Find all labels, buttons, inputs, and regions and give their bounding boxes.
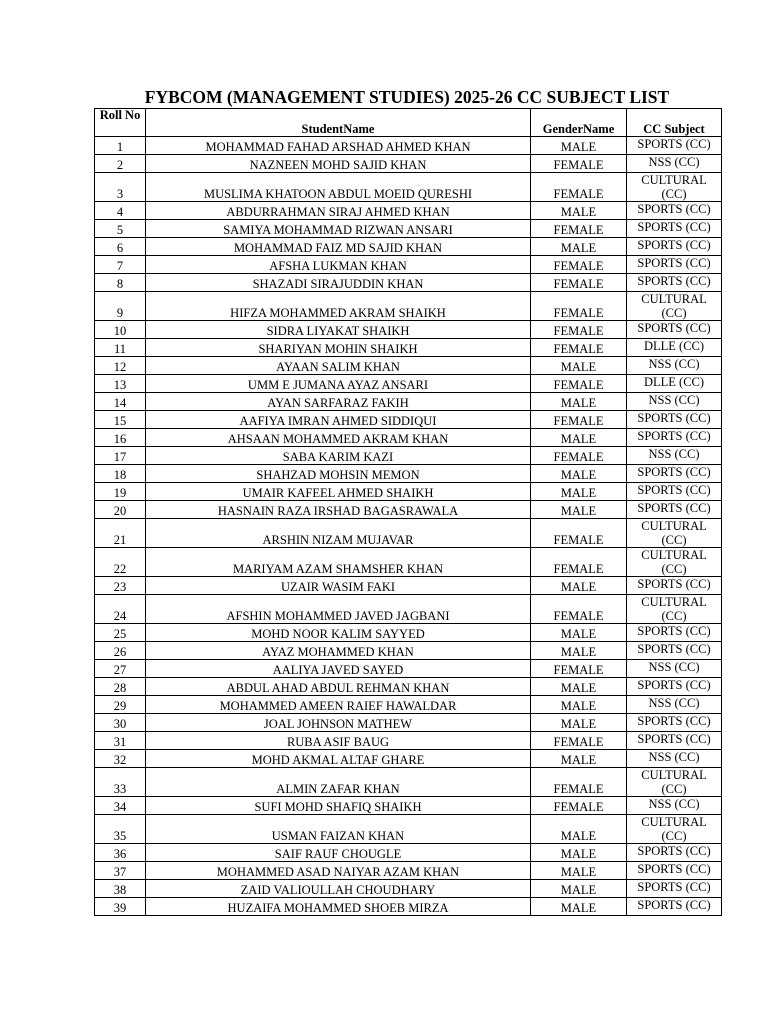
table-row — [95, 465, 722, 483]
cc-subject-cell: SPORTS (CC) — [627, 238, 722, 256]
cc-subject-cell: SPORTS (CC) — [627, 202, 722, 220]
gender-cell: MALE — [531, 750, 627, 768]
table-row — [95, 202, 722, 220]
gender-cell: MALE — [531, 238, 627, 256]
student-name-cell: HUZAIFA MOHAMMED SHOEB MIRZA — [146, 898, 531, 916]
table-row — [95, 501, 722, 519]
gender-cell: MALE — [531, 393, 627, 411]
gender-cell: MALE — [531, 844, 627, 862]
table-row — [95, 220, 722, 238]
roll-no-cell: 24 — [95, 595, 146, 624]
student-name-cell: ABDUL AHAD ABDUL REHMAN KHAN — [146, 678, 531, 696]
cc-subject-cell: CULTURAL (CC) — [627, 548, 722, 577]
cc-subject-cell: NSS (CC) — [627, 393, 722, 411]
roll-no-cell: 17 — [95, 447, 146, 465]
student-name-cell: AYAZ MOHAMMED KHAN — [146, 642, 531, 660]
header-roll-no: Roll No — [95, 109, 146, 137]
cc-subject-cell: CULTURAL (CC) — [627, 768, 722, 797]
table-row — [95, 862, 722, 880]
student-name-cell: HIFZA MOHAMMED AKRAM SHAIKH — [146, 292, 531, 321]
table-row — [95, 357, 722, 375]
roll-no-cell: 14 — [95, 393, 146, 411]
gender-cell: FEMALE — [531, 660, 627, 678]
gender-cell: FEMALE — [531, 732, 627, 750]
roll-no-cell: 5 — [95, 220, 146, 238]
table-body — [95, 137, 722, 916]
table-row — [95, 411, 722, 429]
cc-subject-cell: CULTURAL (CC) — [627, 815, 722, 844]
student-name-cell: JOAL JOHNSON MATHEW — [146, 714, 531, 732]
roll-no-cell: 38 — [95, 880, 146, 898]
roll-no-cell: 39 — [95, 898, 146, 916]
gender-cell: FEMALE — [531, 321, 627, 339]
student-name-cell: SAIF RAUF CHOUGLE — [146, 844, 531, 862]
roll-no-cell: 28 — [95, 678, 146, 696]
table-row — [95, 256, 722, 274]
cc-subject-cell: SPORTS (CC) — [627, 880, 722, 898]
student-name-cell: SHAHZAD MOHSIN MEMON — [146, 465, 531, 483]
gender-cell: MALE — [531, 202, 627, 220]
student-name-cell: ALMIN ZAFAR KHAN — [146, 768, 531, 797]
table-row — [95, 750, 722, 768]
roll-no-cell: 32 — [95, 750, 146, 768]
roll-no-cell: 36 — [95, 844, 146, 862]
student-name-cell: ABDURRAHMAN SIRAJ AHMED KHAN — [146, 202, 531, 220]
gender-cell: FEMALE — [531, 797, 627, 815]
table-row — [95, 880, 722, 898]
table-row — [95, 768, 722, 797]
roll-no-cell: 11 — [95, 339, 146, 357]
roll-no-cell: 22 — [95, 548, 146, 577]
roll-no-cell: 37 — [95, 862, 146, 880]
student-name-cell: UZAIR WASIM FAKI — [146, 577, 531, 595]
cc-subject-cell: SPORTS (CC) — [627, 465, 722, 483]
roll-no-cell: 2 — [95, 155, 146, 173]
cc-subject-cell: NSS (CC) — [627, 797, 722, 815]
table-row — [95, 696, 722, 714]
table-row — [95, 339, 722, 357]
roll-no-cell: 18 — [95, 465, 146, 483]
gender-cell: FEMALE — [531, 768, 627, 797]
student-name-cell: SHARIYAN MOHIN SHAIKH — [146, 339, 531, 357]
cc-subject-cell: CULTURAL (CC) — [627, 173, 722, 202]
document-title: FYBCOM (MANAGEMENT STUDIES) 2025-26 CC SUBJECT LIST — [144, 87, 670, 107]
gender-cell: MALE — [531, 465, 627, 483]
roll-no-cell: 29 — [95, 696, 146, 714]
gender-cell: MALE — [531, 357, 627, 375]
table-row — [95, 173, 722, 202]
gender-cell: FEMALE — [531, 220, 627, 238]
gender-cell: MALE — [531, 501, 627, 519]
table-row — [95, 429, 722, 447]
roll-no-cell: 19 — [95, 483, 146, 501]
table-row — [95, 660, 722, 678]
cc-subject-cell: SPORTS (CC) — [627, 411, 722, 429]
table-row — [95, 678, 722, 696]
roll-no-cell: 23 — [95, 577, 146, 595]
cc-subject-cell: SPORTS (CC) — [627, 577, 722, 595]
gender-cell: MALE — [531, 483, 627, 501]
table-row — [95, 797, 722, 815]
student-name-cell: HASNAIN RAZA IRSHAD BAGASRAWALA — [146, 501, 531, 519]
student-name-cell: AFSHA LUKMAN KHAN — [146, 256, 531, 274]
gender-cell: MALE — [531, 862, 627, 880]
table-row — [95, 137, 722, 155]
student-name-cell: MOHAMMED AMEEN RAIEF HAWALDAR — [146, 696, 531, 714]
student-name-cell: MOHAMMAD FAHAD ARSHAD AHMED KHAN — [146, 137, 531, 155]
table-row — [95, 375, 722, 393]
table-row — [95, 624, 722, 642]
roll-no-cell: 27 — [95, 660, 146, 678]
student-name-cell: MOHD NOOR KALIM SAYYED — [146, 624, 531, 642]
roll-no-cell: 9 — [95, 292, 146, 321]
cc-subject-cell: CULTURAL (CC) — [627, 292, 722, 321]
table-row — [95, 292, 722, 321]
cc-subject-cell: SPORTS (CC) — [627, 624, 722, 642]
gender-cell: MALE — [531, 678, 627, 696]
cc-subject-cell: NSS (CC) — [627, 660, 722, 678]
student-name-cell: MOHAMMAD FAIZ MD SAJID KHAN — [146, 238, 531, 256]
gender-cell: MALE — [531, 577, 627, 595]
roll-no-cell: 4 — [95, 202, 146, 220]
gender-cell: MALE — [531, 624, 627, 642]
gender-cell: MALE — [531, 137, 627, 155]
cc-subject-cell: SPORTS (CC) — [627, 321, 722, 339]
table-row — [95, 844, 722, 862]
header-gender-name: GenderName — [531, 109, 627, 137]
table-row — [95, 595, 722, 624]
roll-no-cell: 3 — [95, 173, 146, 202]
table-row — [95, 483, 722, 501]
table-header-row — [95, 109, 722, 137]
roll-no-cell: 25 — [95, 624, 146, 642]
roll-no-cell: 31 — [95, 732, 146, 750]
roll-no-cell: 20 — [95, 501, 146, 519]
cc-subject-cell: DLLE (CC) — [627, 339, 722, 357]
cc-subject-cell: SPORTS (CC) — [627, 732, 722, 750]
cc-subject-cell: SPORTS (CC) — [627, 642, 722, 660]
table-row — [95, 642, 722, 660]
cc-subject-cell: NSS (CC) — [627, 447, 722, 465]
cc-subject-cell: SPORTS (CC) — [627, 429, 722, 447]
roll-no-cell: 7 — [95, 256, 146, 274]
table-row — [95, 577, 722, 595]
subject-list-table — [94, 108, 722, 916]
cc-subject-cell: NSS (CC) — [627, 357, 722, 375]
student-name-cell: NAZNEEN MOHD SAJID KHAN — [146, 155, 531, 173]
roll-no-cell: 6 — [95, 238, 146, 256]
student-name-cell: ZAID VALIOULLAH CHOUDHARY — [146, 880, 531, 898]
gender-cell: MALE — [531, 880, 627, 898]
cc-subject-cell: SPORTS (CC) — [627, 483, 722, 501]
roll-no-cell: 16 — [95, 429, 146, 447]
student-name-cell: MUSLIMA KHATOON ABDUL MOEID QURESHI — [146, 173, 531, 202]
student-name-cell: AALIYA JAVED SAYED — [146, 660, 531, 678]
table-row — [95, 815, 722, 844]
student-name-cell: AAFIYA IMRAN AHMED SIDDIQUI — [146, 411, 531, 429]
student-name-cell: UMAIR KAFEEL AHMED SHAIKH — [146, 483, 531, 501]
table-row — [95, 274, 722, 292]
gender-cell: MALE — [531, 898, 627, 916]
roll-no-cell: 34 — [95, 797, 146, 815]
student-name-cell: ARSHIN NIZAM MUJAVAR — [146, 519, 531, 548]
cc-subject-cell: CULTURAL (CC) — [627, 595, 722, 624]
cc-subject-cell: SPORTS (CC) — [627, 137, 722, 155]
student-name-cell: SAMIYA MOHAMMAD RIZWAN ANSARI — [146, 220, 531, 238]
cc-subject-cell: SPORTS (CC) — [627, 844, 722, 862]
cc-subject-cell: SPORTS (CC) — [627, 501, 722, 519]
gender-cell: FEMALE — [531, 375, 627, 393]
gender-cell: FEMALE — [531, 447, 627, 465]
gender-cell: FEMALE — [531, 411, 627, 429]
header-student-name: StudentName — [146, 109, 531, 137]
table-row — [95, 447, 722, 465]
table-row — [95, 519, 722, 548]
gender-cell: FEMALE — [531, 519, 627, 548]
gender-cell: MALE — [531, 696, 627, 714]
cc-subject-cell: SPORTS (CC) — [627, 256, 722, 274]
table-row — [95, 898, 722, 916]
gender-cell: FEMALE — [531, 339, 627, 357]
gender-cell: FEMALE — [531, 155, 627, 173]
student-name-cell: MOHAMMED ASAD NAIYAR AZAM KHAN — [146, 862, 531, 880]
cc-subject-cell: SPORTS (CC) — [627, 220, 722, 238]
roll-no-cell: 33 — [95, 768, 146, 797]
table-row — [95, 714, 722, 732]
table-row — [95, 732, 722, 750]
gender-cell: MALE — [531, 429, 627, 447]
cc-subject-cell: DLLE (CC) — [627, 375, 722, 393]
gender-cell: FEMALE — [531, 173, 627, 202]
roll-no-cell: 35 — [95, 815, 146, 844]
table-row — [95, 238, 722, 256]
table-row — [95, 548, 722, 577]
cc-subject-cell: SPORTS (CC) — [627, 274, 722, 292]
header-cc-subject: CC Subject — [627, 109, 722, 137]
roll-no-cell: 21 — [95, 519, 146, 548]
cc-subject-cell: NSS (CC) — [627, 696, 722, 714]
student-name-cell: AFSHIN MOHAMMED JAVED JAGBANI — [146, 595, 531, 624]
cc-subject-cell: CULTURAL (CC) — [627, 519, 722, 548]
student-name-cell: AYAAN SALIM KHAN — [146, 357, 531, 375]
student-name-cell: MARIYAM AZAM SHAMSHER KHAN — [146, 548, 531, 577]
table-row — [95, 155, 722, 173]
student-name-cell: RUBA ASIF BAUG — [146, 732, 531, 750]
student-name-cell: AYAN SARFARAZ FAKIH — [146, 393, 531, 411]
cc-subject-cell: SPORTS (CC) — [627, 678, 722, 696]
gender-cell: MALE — [531, 815, 627, 844]
student-name-cell: AHSAAN MOHAMMED AKRAM KHAN — [146, 429, 531, 447]
roll-no-cell: 12 — [95, 357, 146, 375]
cc-subject-cell: NSS (CC) — [627, 750, 722, 768]
gender-cell: MALE — [531, 642, 627, 660]
gender-cell: FEMALE — [531, 292, 627, 321]
cc-subject-cell: SPORTS (CC) — [627, 862, 722, 880]
student-name-cell: SIDRA LIYAKAT SHAIKH — [146, 321, 531, 339]
roll-no-cell: 1 — [95, 137, 146, 155]
table-row — [95, 321, 722, 339]
roll-no-cell: 8 — [95, 274, 146, 292]
table-row — [95, 393, 722, 411]
cc-subject-cell: NSS (CC) — [627, 155, 722, 173]
gender-cell: FEMALE — [531, 274, 627, 292]
student-name-cell: SABA KARIM KAZI — [146, 447, 531, 465]
student-name-cell: USMAN FAIZAN KHAN — [146, 815, 531, 844]
roll-no-cell: 15 — [95, 411, 146, 429]
student-name-cell: SHAZADI SIRAJUDDIN KHAN — [146, 274, 531, 292]
roll-no-cell: 10 — [95, 321, 146, 339]
gender-cell: MALE — [531, 714, 627, 732]
student-name-cell: UMM E JUMANA AYAZ ANSARI — [146, 375, 531, 393]
gender-cell: FEMALE — [531, 256, 627, 274]
student-name-cell: SUFI MOHD SHAFIQ SHAIKH — [146, 797, 531, 815]
student-name-cell: MOHD AKMAL ALTAF GHARE — [146, 750, 531, 768]
cc-subject-cell: SPORTS (CC) — [627, 714, 722, 732]
cc-subject-cell: SPORTS (CC) — [627, 898, 722, 916]
roll-no-cell: 26 — [95, 642, 146, 660]
gender-cell: FEMALE — [531, 548, 627, 577]
gender-cell: FEMALE — [531, 595, 627, 624]
roll-no-cell: 13 — [95, 375, 146, 393]
roll-no-cell: 30 — [95, 714, 146, 732]
